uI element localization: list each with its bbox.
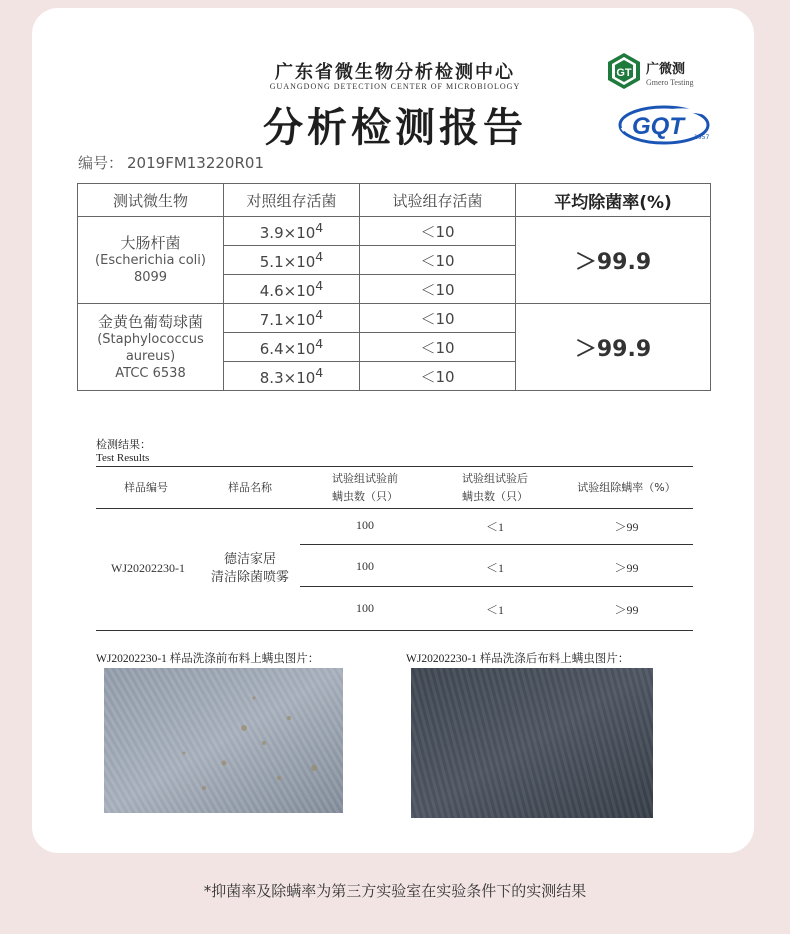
header-organism: 测试微生物 bbox=[78, 184, 224, 217]
header-before-1: 试验组试验前 bbox=[332, 472, 398, 485]
footnote: *抑菌率及除螨率为第三方实验室在实验条件下的实测结果 bbox=[203, 882, 587, 900]
test-count: ＜10 bbox=[360, 275, 516, 304]
control-count: $6.4\times 10^4$ bbox=[224, 333, 360, 362]
before-count: 100 bbox=[356, 559, 374, 573]
sample-name-line2: 清洁除菌喷雾 bbox=[210, 570, 289, 585]
results-top-rule bbox=[96, 466, 693, 467]
org-name-cn: 广东省微生物分析检测中心 bbox=[275, 62, 515, 83]
report-number bbox=[78, 152, 268, 173]
test-count: ＜10 bbox=[360, 362, 516, 391]
organism-strain: ATCC 6538 bbox=[115, 365, 186, 381]
organism-ecoli bbox=[78, 217, 224, 304]
organism-latin: aureus) bbox=[125, 348, 176, 364]
organism-saureus bbox=[78, 304, 224, 391]
photo-after-caption: WJ20202230-1 样品洗涤后布料上螨虫图片： bbox=[406, 653, 630, 665]
results-bottom-rule bbox=[96, 630, 693, 631]
header-sample-no: 样品编号 bbox=[124, 481, 168, 494]
header-control: 对照组存活菌 bbox=[224, 184, 360, 217]
control-count: $4.6\times 10^4$ bbox=[224, 275, 360, 304]
mite-rate: ＞99 bbox=[614, 561, 639, 575]
header-sample-name: 样品名称 bbox=[228, 481, 272, 494]
results-title-en: Test Results bbox=[96, 452, 150, 464]
header-mite-rate: 试验组除螨率（%） bbox=[577, 481, 676, 494]
gqt-logo-year: 1957 bbox=[694, 134, 710, 141]
antibacterial-table bbox=[77, 183, 711, 391]
results-header-rule bbox=[96, 508, 693, 509]
header-after-1: 试验组试验后 bbox=[462, 472, 528, 485]
gqt-logo-text: GQT bbox=[632, 113, 684, 140]
org-name-en: GUANGDONG DETECTION CENTER OF MICROBIOLOGY bbox=[269, 82, 521, 91]
table-header-row bbox=[78, 184, 711, 217]
header-test: 试验组存活菌 bbox=[360, 184, 516, 217]
fabric-before-photo bbox=[104, 668, 343, 813]
test-count: ＜10 bbox=[360, 217, 516, 246]
organism-latin: (Staphylococcus bbox=[97, 331, 204, 347]
gqt-logo bbox=[614, 100, 714, 148]
mite-rate: ＞99 bbox=[614, 520, 639, 534]
rate-ecoli: ＞99.9 bbox=[516, 217, 711, 304]
before-count: 100 bbox=[356, 601, 374, 615]
rate-saureus: ＞99.9 bbox=[516, 304, 711, 391]
report-number-value: 2019FM13220R01 bbox=[127, 154, 264, 172]
table-row bbox=[78, 304, 711, 333]
results-title-cn: 检测结果： bbox=[96, 438, 151, 451]
test-count: ＜10 bbox=[360, 304, 516, 333]
test-count: ＜10 bbox=[360, 246, 516, 275]
gt-logo-cn: 广微测 bbox=[646, 62, 686, 77]
header-after-2: 螨虫数（只） bbox=[462, 490, 528, 503]
control-count: $3.9\times 10^4$ bbox=[224, 217, 360, 246]
header-before-2: 螨虫数（只） bbox=[332, 490, 398, 503]
photo-before-caption: WJ20202230-1 样品洗涤前布料上螨虫图片： bbox=[96, 653, 320, 665]
mite-rate: ＞99 bbox=[614, 603, 639, 617]
header-rate: 平均除菌率(%) bbox=[516, 184, 711, 217]
organism-cn: 金黄色葡萄球菌 bbox=[97, 312, 203, 331]
fabric-after-photo bbox=[411, 668, 653, 818]
gt-logo bbox=[606, 52, 718, 92]
control-count: $8.3\times 10^4$ bbox=[224, 362, 360, 391]
after-count: ＜1 bbox=[485, 520, 504, 534]
gt-hexagon-icon bbox=[606, 52, 642, 90]
sample-name-line1: 德洁家居 bbox=[223, 552, 276, 567]
organism-strain: 8099 bbox=[133, 270, 168, 285]
test-count: ＜10 bbox=[360, 333, 516, 362]
gt-logo-en: Gmero Testing bbox=[646, 78, 694, 87]
results-row-rule bbox=[300, 586, 693, 587]
table-row bbox=[78, 217, 711, 246]
before-count: 100 bbox=[356, 518, 374, 532]
organism-cn: 大肠杆菌 bbox=[120, 234, 181, 252]
control-count: $7.1\times 10^4$ bbox=[224, 304, 360, 333]
control-count: $5.1\times 10^4$ bbox=[224, 246, 360, 275]
gt-logo-mark: GT bbox=[616, 67, 632, 79]
after-count: ＜1 bbox=[485, 561, 504, 575]
report-number-label: 编号： bbox=[78, 154, 124, 172]
after-count: ＜1 bbox=[485, 603, 504, 617]
organism-latin: (Escherichia coli) bbox=[95, 253, 206, 268]
results-row-rule bbox=[300, 544, 693, 545]
report-title: 分析检测报告 bbox=[263, 105, 527, 151]
sample-number: WJ20202230-1 bbox=[111, 561, 185, 575]
